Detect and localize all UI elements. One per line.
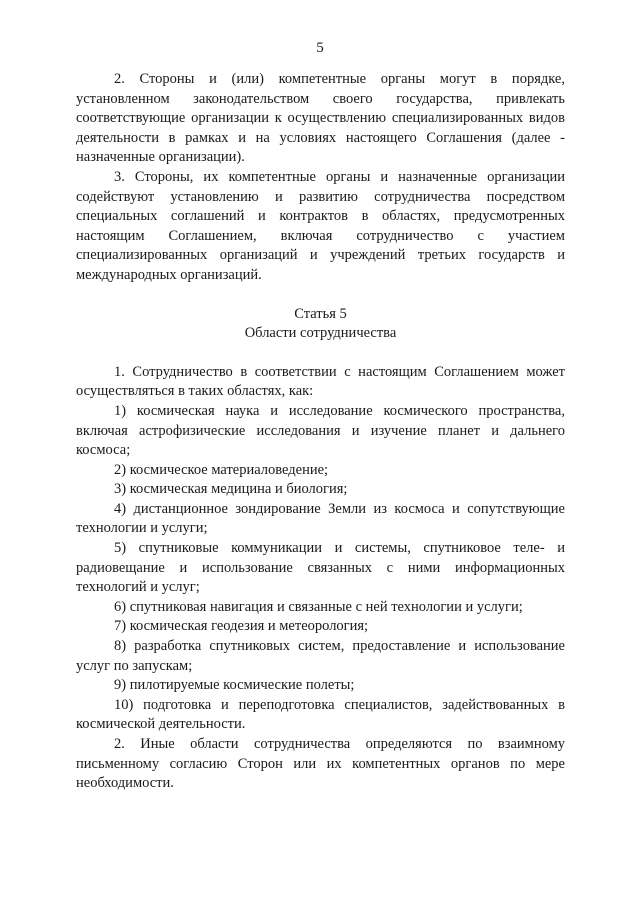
list-item-area-7: 7) космическая геодезия и метеорология; xyxy=(114,618,369,635)
list-item-area-4: 4) дистанционное зондирование Земли из космоса и сопутствующие технологии и услуги; xyxy=(76,500,565,537)
paragraph-clause-3: 3. Стороны, их компетентные органы и назначенные организации содействуют установлению и развитию сотрудничества посредством специальных соглашений и контрактов в областях, предусмотренных настоящим Соглашением, включая сотрудничество с участием специализированных организаций и учреждений третьих государств и международных организаций. xyxy=(76,168,565,283)
document-body xyxy=(76,70,565,794)
paragraph-clause-2: 2. Стороны и (или) компетентные органы могут в порядке, установленном законодательством своего государства, привлекать соответствующие организации к осуществлению специализированных видов деятельности в рамках и на условиях настоящего Соглашения (далее - назначенные организации). xyxy=(76,71,565,166)
paragraph-article-clause-2: 2. Иные области сотрудничества определяются по взаимному письменному согласию Сторон или их компетентных органов по мере необходимости. xyxy=(76,736,565,792)
list-item-area-3: 3) космическая медицина и биология; xyxy=(114,481,348,498)
list-item-area-2: 2) космическое материаловедение; xyxy=(114,461,329,478)
list-item-area-9: 9) пилотируемые космические полеты; xyxy=(114,677,355,694)
list-item-area-1: 1) космическая наука и исследование космического пространства, включая астрофизические исследования и изучение планет и дальнего космоса; xyxy=(76,402,565,459)
list-item-area-6: 6) спутниковая навигация и связанные с ней технологии и услуги; xyxy=(114,598,523,615)
list-item-area-8: 8) разработка спутниковых систем, предоставление и использование услуг по запускам; xyxy=(76,638,565,674)
page-number: 5 xyxy=(316,40,324,56)
list-item-area-5: 5) спутниковые коммуникации и системы, спутниковое теле- и радиовещание и использование связанных с ними информационных технологий и услуг; xyxy=(76,540,565,596)
article-title: Области сотрудничества xyxy=(244,325,397,342)
paragraph-article-clause-1: 1. Сотрудничество в соответствии с настоящим Соглашением может осуществляться в таких областях, как: xyxy=(76,363,565,400)
article-number: Статья 5 xyxy=(294,305,347,322)
list-item-area-10: 10) подготовка и переподготовка специалистов, задействованных в космической деятельности. xyxy=(76,696,565,733)
